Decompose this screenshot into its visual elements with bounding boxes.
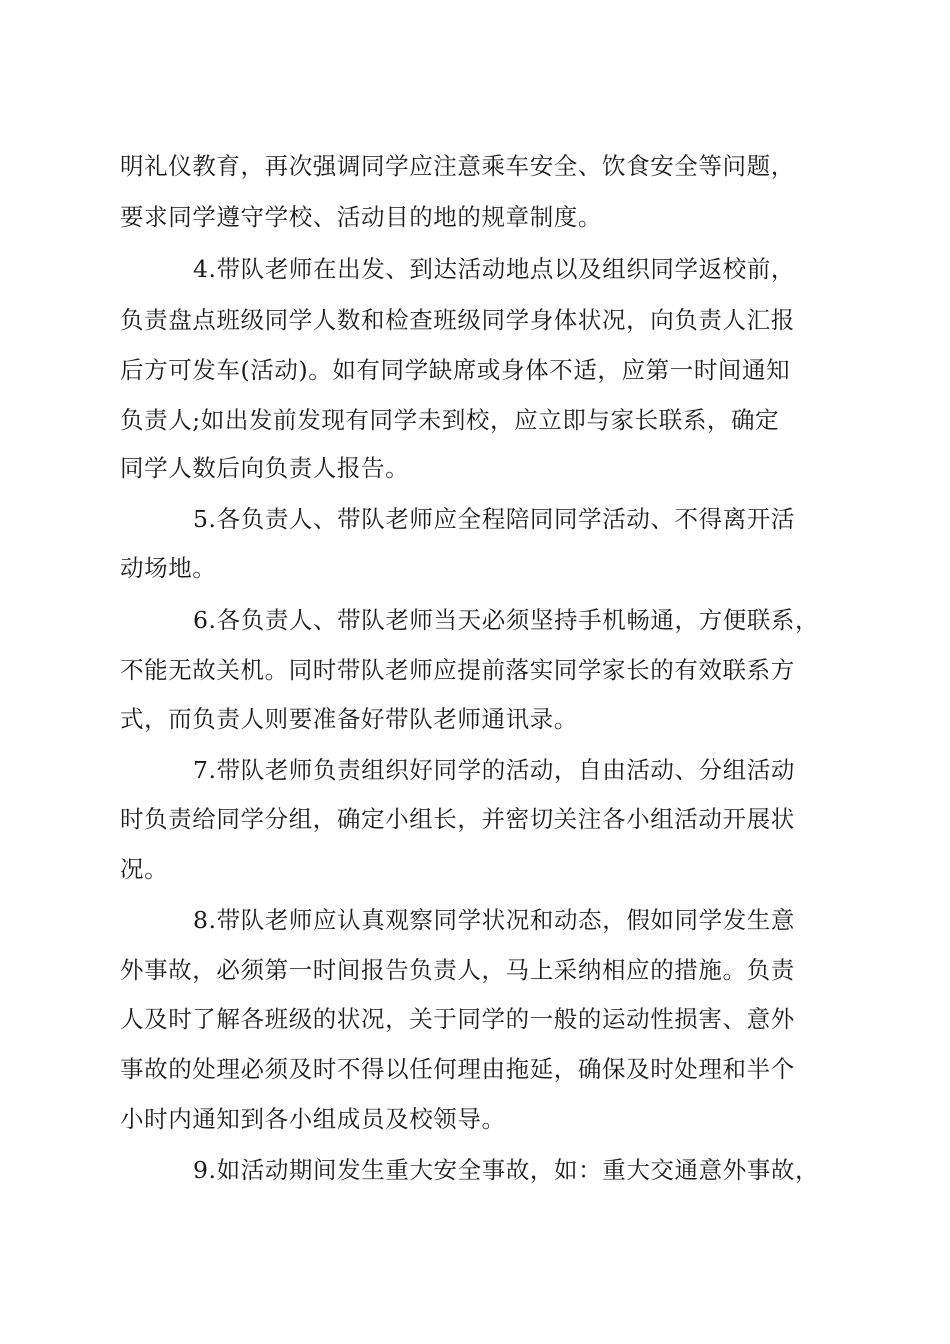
text-line: 外事故，必须第一时间报告负责人，马上采纳相应的措施。负责 [120, 956, 795, 984]
text-line: 动场地。 [120, 554, 217, 582]
paragraph-8-start: 8.带队老师应认真观察同学状况和动态，假如同学发生意 [193, 906, 796, 934]
paragraph-7-start: 7.带队老师负责组织好同学的活动，自由活动、分组活动 [193, 756, 796, 784]
text-line: 负责盘点班级同学人数和检查班级同学身体状况，向负责人汇报 [120, 306, 795, 334]
text-line: 要求同学遵守学校、活动目的地的规章制度。 [120, 203, 602, 231]
text-line: 人及时了解各班级的状况，关于同学的一般的运动性损害、意外 [120, 1005, 795, 1033]
text-line: 小时内通知到各小组成员及校领导。 [120, 1105, 506, 1133]
text-line: 后方可发车(活动)。如有同学缺席或身体不适，应第一时间通知 [120, 356, 791, 384]
text-line: 式，而负责人则要准备好带队老师通讯录。 [120, 705, 578, 733]
text-line: 同学人数后向负责人报告。 [120, 454, 410, 482]
paragraph-9-start: 9.如活动期间发生重大安全事故，如：重大交通意外事故， [193, 1156, 820, 1184]
text-line: 事故的处理必须及时不得以任何理由拖延，确保及时处理和半个 [120, 1055, 795, 1083]
paragraph-5-start: 5.各负责人、带队老师应全程陪同同学活动、不得离开活 [193, 505, 796, 533]
text-line: 明礼仪教育，再次强调同学应注意乘车安全、饮食安全等问题， [120, 152, 795, 180]
text-line: 况。 [120, 855, 169, 883]
text-line: 不能无故关机。同时带队老师应提前落实同学家长的有效联系方 [120, 656, 795, 684]
paragraph-6-start: 6.各负责人、带队老师当天必须坚持手机畅通，方便联系， [193, 606, 820, 634]
text-line: 负责人;如出发前发现有同学未到校，应立即与家长联系，确定 [120, 406, 780, 434]
text-line: 时负责给同学分组，确定小组长，并密切关注各小组活动开展状 [120, 805, 795, 833]
paragraph-4-start: 4.带队老师在出发、到达活动地点以及组织同学返校前， [193, 255, 796, 283]
